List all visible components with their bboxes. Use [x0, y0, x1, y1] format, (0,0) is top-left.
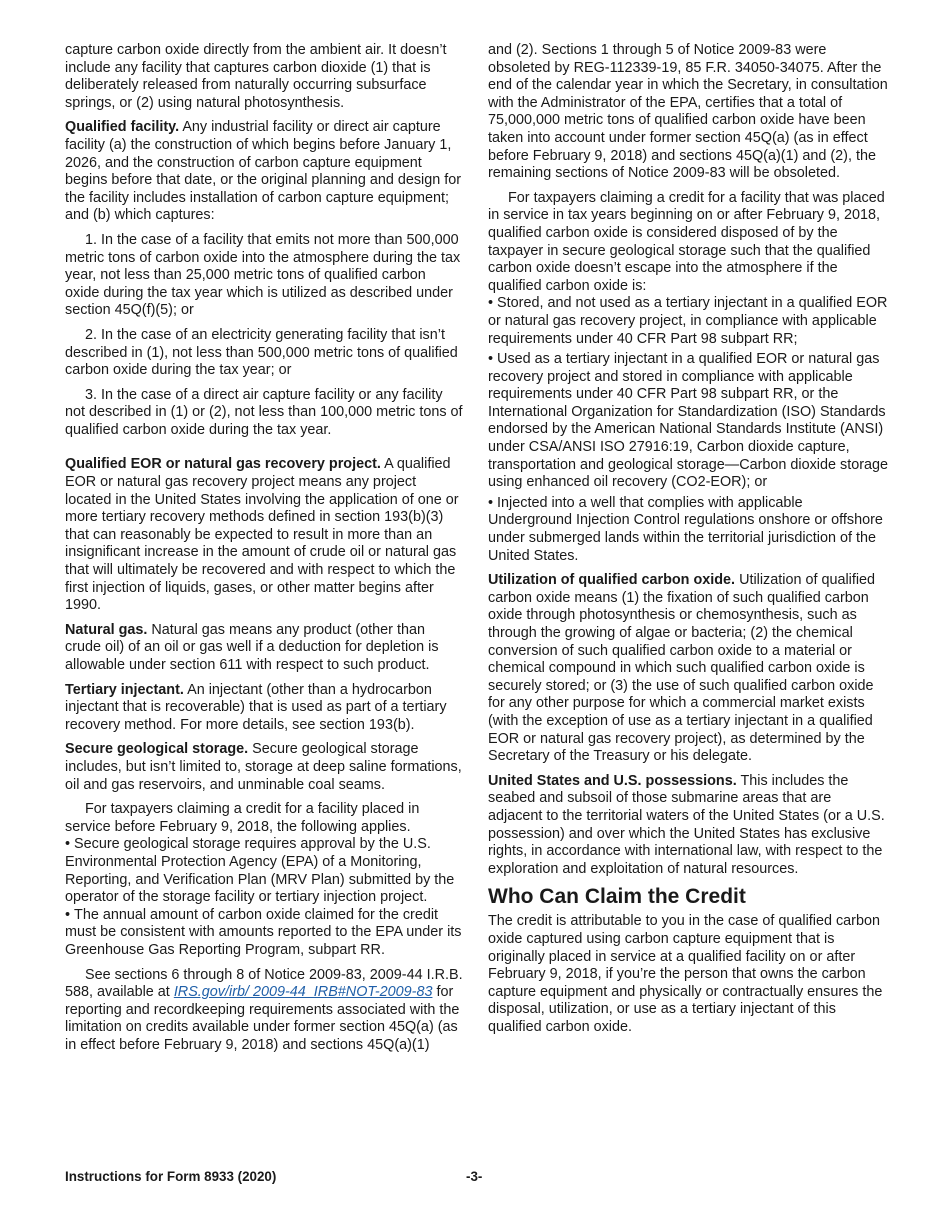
utilization-text: Utilization of qualified carbon oxide means (1) the fixation of such qualified carbon oxide through photosynthesis or chemosynthesis, such as through the growing of algae or bacteria; (2) the chemical conversion of such qualified carbon oxide to a material or chemical compound in which such qualified carbon oxide is securely stored; or (3) the use of such qualified carbon oxide for any other purpose for which a commercial market exists (with the exception of use as a tertiary injectant in a qualified EOR or natural gas recovery project), as determined by the Secretary of the Treasury or his delegate.	[488, 572, 876, 765]
footer-form-title: Instructions for Form 8933 (2020)	[65, 1169, 277, 1184]
us-possessions-term: United States and U.S. possessions.	[488, 772, 737, 789]
storage-bullet-2: • Used as a tertiary injectant in a qualified EOR or natural gas recovery project and stored in compliance with applicable requirements under 40 CFR Part 98 subpart RR, or the International Organization for Standardization (ISO) Standards endorsed by the American National Standards Institute (ANSI) under CSA/ANSI ISO 27916:19, Carbon dioxide capture, transportation and geological storage—Carbon dioxide storage using enhanced oil recovery (CO2-EOR); or	[488, 351, 888, 492]
right-column	[488, 42, 888, 1043]
tertiary-injectant-term: Tertiary injectant.	[65, 681, 184, 698]
notice-reference-pre: See sections 6 through 8 of Notice 2009-83, 2009-44 I.R.B. 588, available at	[65, 966, 463, 1001]
notice-reference-paragraph	[65, 967, 463, 1055]
storage-bullet-3: • Injected into a well that complies with applicable Underground Injection Control regulations onshore or offshore under submerged lands within the territorial jurisdiction of the United States.	[488, 495, 888, 565]
qualified-facility-item-2: 2. In the case of an electricity generating facility that isn’t described in (1), not less than 500,000 metric tons of qualified carbon oxide during the tax year; or	[65, 326, 458, 379]
qualified-facility-item-1: 1. In the case of a facility that emits not more than 500,000 metric tons of carbon oxide into the atmosphere during the tax year, not less than 25,000 metric tons of qualified carbon oxide during the tax year which is utilized as described under section 45Q(f)(5); or	[65, 231, 461, 319]
secure-storage-bullet-2: • The annual amount of carbon oxide claimed for the credit must be consistent with amounts reported to the EPA under its Greenhouse Gas Reporting Program, subpart RR.	[65, 907, 463, 960]
us-possessions-text: This includes the seabed and subsoil of those submarine areas that are adjacent to the territorial waters of the United States (or a U.S. possession) and over which the United States has exclusive rights, in accordance with international law, with respect to the exploration and exploitation of natural resources.	[488, 772, 885, 877]
qualified-facility-item-3: 3. In the case of a direct air capture facility or any facility not described in (1) or (2), not less than 100,000 metric tons of qualified carbon oxide during the tax year.	[65, 386, 463, 438]
intro-paragraph: capture carbon oxide directly from the ambient air. It doesn’t include any facility that captures carbon dioxide (1) that is deliberately released from naturally occurring subsurface springs, or (2) using natural photosynthesis.	[65, 42, 447, 111]
who-can-claim-heading: Who Can Claim the Credit	[488, 885, 746, 909]
natural-gas-text: Natural gas means any product (other than crude oil) of an oil or gas well if a deduction for depletion is allowable under section 611 with respect to such product.	[65, 621, 439, 673]
natural-gas-definition	[65, 622, 463, 675]
after-2018-paragraph: For taxpayers claiming a credit for a facility that was placed in service in tax years beginning on or after February 9, 2018, qualified carbon oxide is considered disposed of by the taxpayer in secure geological storage such that the qualified carbon oxide doesn’t escape into the atmosphere if the qualified carbon oxide is:	[488, 189, 885, 294]
qualified-facility-definition	[65, 119, 463, 225]
continued-paragraph: and (2). Sections 1 through 5 of Notice 2009-83 were obsoleted by REG-112339-19, 85 F.R. 34050-34075. After the end of the calendar year in which the Secretary, in consultation with the Administrator of the EPA, certifies that a total of 75,000,000 metric tons of qualified carbon oxide have been taken into account under former section 45Q(a) (as in effect before February 9, 2018) and sections 45Q(a)(1) and (2), the remaining sections of Notice 2009-83 will be obsoleted.	[488, 42, 888, 182]
notice-reference-post: for reporting and recordkeeping requirements associated with the limitation on credits available under former section 45Q(a) (as in effect before February 9, 2018) and sections 45Q(a)(1)	[65, 984, 460, 1053]
eor-term: Qualified EOR or natural gas recovery project.	[65, 456, 381, 473]
secure-storage-text: Secure geological storage includes, but isn’t limited to, storage at deep saline formations, oil and gas reservoirs, and unminable coal seams.	[65, 741, 462, 793]
us-possessions-definition	[488, 773, 888, 879]
tertiary-injectant-definition	[65, 682, 463, 735]
eor-text: A qualified EOR or natural gas recovery project means any project located in the United States involving the application of one or more tertiary recovery methods defined in section 193(b)(3) that can reasonably be expected to result in more than an insignificant increase in the amount of crude oil or natural gas that will ultimately be recovered and with respect to which the first injection of liquids, gases, or other matter begins after 1990.	[65, 456, 459, 614]
who-can-claim-text: The credit is attributable to you in the case of qualified carbon oxide captured using carbon capture equipment that is originally placed in service at a qualified facility on or after February 9, 2018, if you’re the person that owns the carbon capture equipment and physically or contractually ensures the disposal, utilization, or use as a tertiary injectant of this qualified carbon oxide.	[488, 913, 883, 1035]
eor-definition	[65, 456, 463, 614]
secure-storage-definition	[65, 741, 463, 794]
utilization-term: Utilization of qualified carbon oxide.	[488, 572, 736, 589]
qualified-facility-text: Any industrial facility or direct air capture facility (a) the construction of which begins before January 1, 2026, and the construction of carbon capture equipment begins before that date, or the original planning and design for the facility includes installation of carbon capture equipment; and (b) which captures:	[65, 119, 462, 224]
secure-storage-before-2018: For taxpayers claiming a credit for a facility placed in service before February 9, 2018, the following applies.	[65, 801, 420, 835]
qualified-facility-term: Qualified facility.	[65, 119, 180, 136]
secure-storage-bullet-1: • Secure geological storage requires approval by the U.S. Environmental Protection Agency (EPA) of a Monitoring, Reporting, and Verification Plan (MRV Plan) submitted by the operator of the storage facility or tertiary injection project.	[65, 836, 463, 906]
storage-bullet-1: • Stored, and not used as a tertiary injectant in a qualified EOR or natural gas recovery project, in compliance with applicable requirements under 40 CFR Part 98 subpart RR;	[488, 295, 888, 348]
irb-link[interactable]: IRS.gov/irb/ 2009-44_IRB#NOT-2009-83	[173, 984, 433, 1001]
left-column	[65, 42, 463, 1054]
secure-storage-term: Secure geological storage.	[65, 741, 249, 758]
utilization-definition	[488, 572, 888, 766]
tertiary-injectant-text: An injectant (other than a hydrocarbon injectant that is recoverable) that is used as part of a tertiary recovery method. For more details, see section 193(b).	[65, 681, 447, 733]
footer-page-number: -3-	[466, 1169, 483, 1184]
natural-gas-term: Natural gas.	[65, 621, 148, 638]
